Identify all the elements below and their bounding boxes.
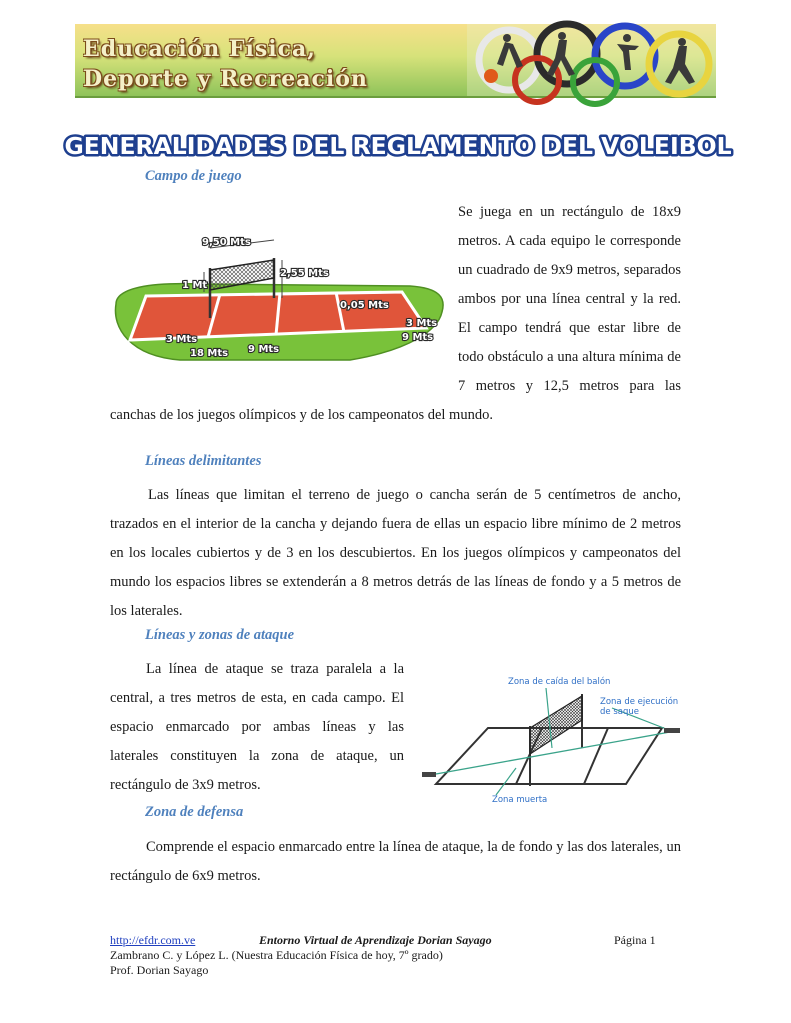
label-net-height: 2,55 Mts	[280, 268, 329, 279]
attack-zones-figure	[412, 668, 688, 810]
olympic-rings-logo	[467, 24, 716, 96]
banner-title-line2: Deporte y Recreación	[83, 66, 368, 92]
section-title-lineas: Líneas delimitantes	[145, 453, 262, 469]
label-zona-ejecucion-2: de saque	[600, 707, 639, 717]
label-zona-muerta: Zona muerta	[492, 795, 548, 805]
section-title-defensa: Zona de defensa	[145, 804, 244, 820]
court-dimensions-figure	[110, 200, 446, 376]
ataque-paragraph: La línea de ataque se traza paralela a la central, a tres metros de esta, en cada campo. El espacio enmarcado por ambas líneas y las laterales constituyen la zona de ataque, un rectángulo de 3x9 metros.	[110, 661, 404, 793]
lineas-paragraph: Las líneas que limitan el terreno de juego o cancha serán de 5 centímetros de ancho, trazados en el interior de la cancha y dejando fuera de ellas un espacio libre mínimo de 2 metros en los locales cubiertos y de 3 en los descubiertos. En los juegos olímpicos y campeonatos del mundo los espacios libres se extenderán a 8 metros detrás de las líneas de fondo y a 5 metros de los laterales.	[110, 487, 681, 619]
footer-page-number: Página 1	[614, 933, 656, 947]
defensa-paragraph: Comprende el espacio enmarcado entre la línea de ataque, la de fondo y las dos laterales, un rectángulo de 6x9 metros.	[110, 839, 681, 884]
section-title-campo: Campo de juego	[145, 168, 242, 184]
label-side-9: 9 Mts	[402, 332, 434, 343]
label-side-3: 3 Mts	[406, 318, 438, 329]
heading-text: GENERALIDADES DEL REGLAMENTO DEL VOLEIBOL	[64, 132, 732, 160]
section-title-ataque: Líneas y zonas de ataque	[145, 627, 295, 643]
label-line-width: 0,05 Mts	[340, 300, 389, 311]
label-width-top: 9,50 Mts	[202, 237, 251, 248]
label-left-3: 3 Mts	[166, 334, 198, 345]
campo-paragraph: Se juega en un rectángulo de 18x9 metros. A cada equipo le corresponde un cuadrado de 9x9 metros, separados ambos por una línea central y la red. El campo tendrá que estar libre de todo obstáculo a una altura mínima de 7 metros y 12,5 metros para las canchas de los juegos olímpicos y de los campeonatos del mundo.	[110, 204, 681, 423]
footer-credit-authors: Zambrano C. y López L. (Nuestra Educación Física de hoy, 7º grado)	[110, 948, 443, 962]
banner-title-line1: Educación Física,	[83, 36, 316, 62]
label-half-9: 9 Mts	[248, 344, 280, 355]
footer-credit-prof: Prof. Dorian Sayago	[110, 963, 209, 977]
label-post: 1 Mt	[182, 280, 208, 291]
section-campo	[110, 198, 681, 430]
footer-link[interactable]: http://efdr.com.ve	[110, 933, 196, 947]
footer-site-name: Entorno Virtual de Aprendizaje Dorian Sayago	[259, 933, 492, 947]
label-zona-caida: Zona de caída del balón	[508, 677, 611, 687]
header-banner	[75, 24, 716, 98]
label-zona-ejecucion-1: Zona de ejecución	[600, 697, 679, 707]
label-length-18: 18 Mts	[190, 348, 229, 359]
page-heading	[64, 124, 732, 164]
